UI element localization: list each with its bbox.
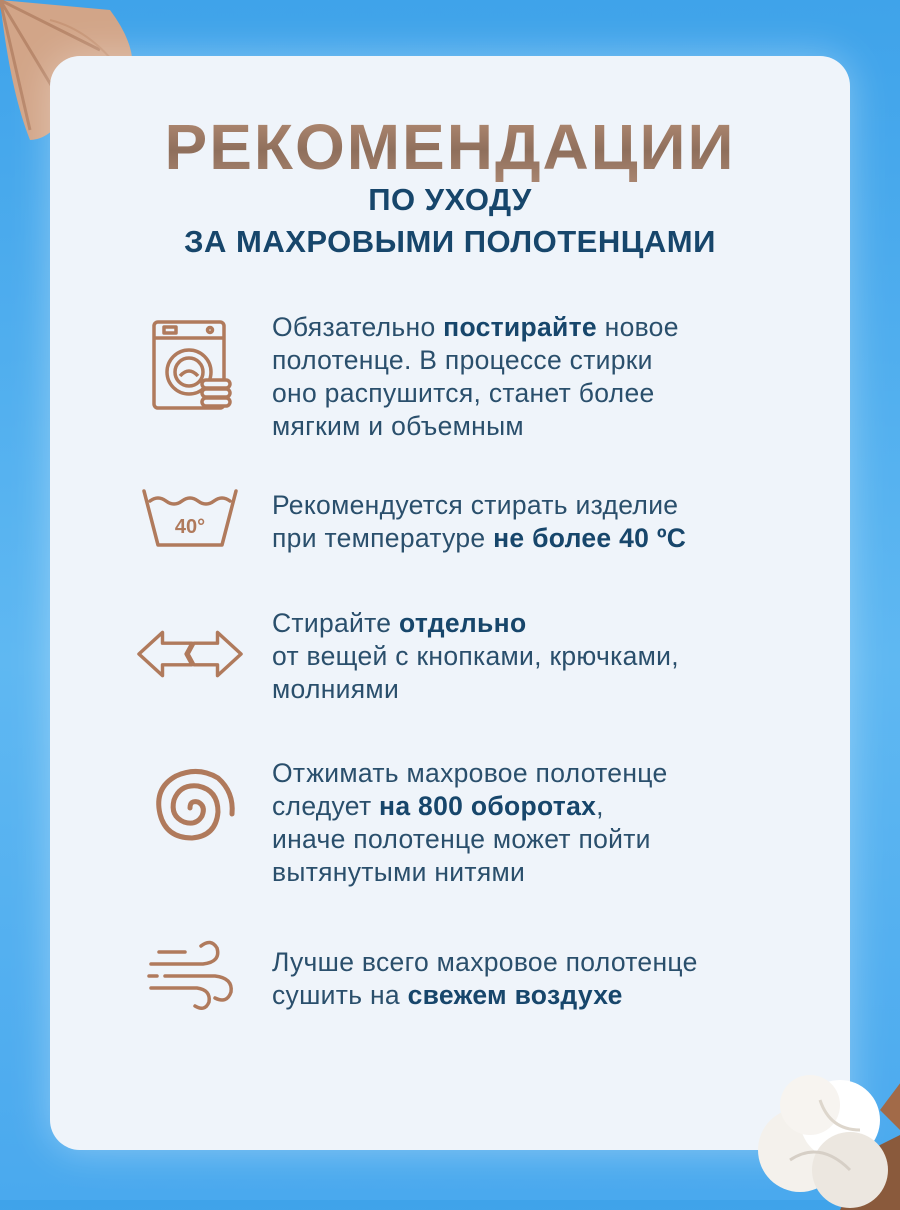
tip-text-spin: Отжимать махровое полотенце следует на 800 оборотах, иначе полотенце может пойти вытянутыми нитями xyxy=(272,758,668,887)
wash-40-degrees-icon xyxy=(135,487,245,549)
tip-text-separate: Стирайте отдельно от вещей с кнопками, крючками, молниями xyxy=(272,608,679,704)
tip-text-dry: Лучше всего махровое полотенце сушить на свежем воздухе xyxy=(272,947,698,1010)
separate-arrows-icon xyxy=(135,628,245,680)
spin-spiral-icon xyxy=(135,760,245,856)
subtitle-line-2: ЗА МАХРОВЫМИ ПОЛОТЕНЦАМИ xyxy=(184,224,716,259)
wash-temperature-label: 40° xyxy=(174,516,206,538)
cotton-flower-decoration-icon xyxy=(730,1030,900,1210)
tip-text-temperature: Рекомендуется стирать изделие при температуре не более 40 ºС xyxy=(272,490,687,553)
wind-dry-icon xyxy=(135,938,245,1014)
page-title: РЕКОМЕНДАЦИИ xyxy=(0,110,900,184)
subtitle-line-1: ПО УХОДУ xyxy=(368,182,532,217)
tip-text-wash-new: Обязательно постирайте новое полотенце. В процессе стирки оно распушится, станет более мягким и объемным xyxy=(272,312,679,441)
washing-machine-icon xyxy=(135,318,245,413)
